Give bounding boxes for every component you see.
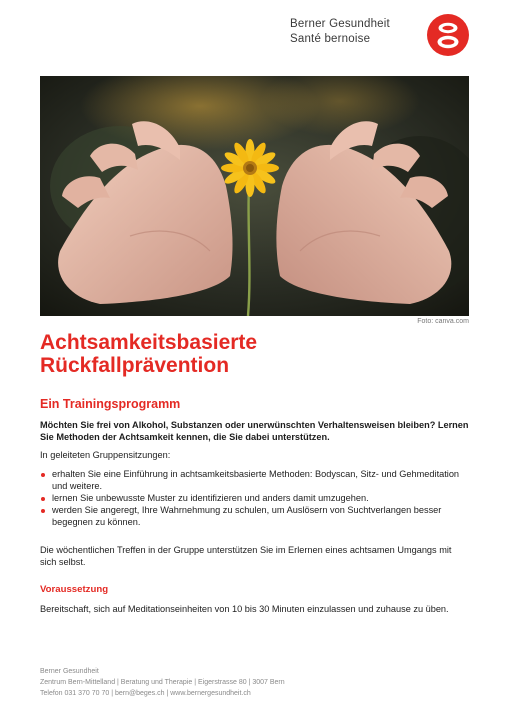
title-line-2: Rückfallprävention (40, 354, 230, 377)
bullet-dot-icon (41, 473, 45, 477)
bullet-dot-icon (41, 509, 45, 513)
hero-photo (40, 76, 469, 316)
list-item (40, 504, 470, 528)
list-item-text: erhalten Sie eine Einführung in achtsamkeitsbasierte Methoden: Bodyscan, Sitz- und Gehmeditation und weitere. (52, 469, 460, 491)
bullet-dot-icon (41, 497, 45, 501)
page-title (40, 331, 460, 377)
hands-holding-flower-image (40, 76, 469, 316)
list-item-text: lernen Sie unbewusste Muster zu identifizieren und anders damit umzugehen. (52, 493, 369, 503)
list-item-text: werden Sie angeregt, Ihre Wahrnehmung zu schulen, um Auslösern von Suchtverlangen besser begegnen zu können. (52, 505, 442, 527)
list-item (40, 468, 470, 492)
footer-contact (40, 666, 285, 699)
organization-name (290, 17, 390, 47)
organization-name-de: Berner Gesundheit (290, 18, 390, 30)
footer-org: Berner Gesundheit (40, 668, 99, 675)
summary-paragraph: Die wöchentlichen Treffen in der Gruppe unterstützen Sie im Erlernen eines achtsamen Umgangs mit sich selbst. (40, 545, 452, 567)
footer-contact-line: Telefon 031 370 70 70 | bern@beges.ch | www.bernergesundheit.ch (40, 690, 251, 697)
intro-paragraph: Möchten Sie frei von Alkohol, Substanzen oder unerwünschten Verhaltensweisen bleiben? Lernen Sie Methoden der Achtsamkeit kennen, die Sie dabei unterstützen. (40, 420, 469, 442)
photo-credit: Foto: canva.com (417, 318, 469, 325)
bullets-lead: In geleiteten Gruppensitzungen: (40, 450, 171, 460)
requirement-heading: Voraussetzung (40, 584, 109, 595)
footer-address: Zentrum Bern-Mittelland | Beratung und Therapie | Eigerstrasse 80 | 3007 Bern (40, 679, 285, 686)
page-subtitle: Ein Trainingsprogramm (40, 397, 181, 411)
requirement-text: Bereitschaft, sich auf Meditationseinheiten von 10 bis 30 Minuten einzulassen und zuhause zu üben. (40, 604, 449, 614)
title-line-1: Achtsamkeitsbasierte (40, 331, 258, 354)
berner-gesundheit-logo-icon (427, 14, 469, 56)
benefits-list (40, 468, 470, 528)
list-item (40, 492, 470, 504)
main-content (40, 419, 470, 615)
organization-name-fr: Santé bernoise (290, 33, 371, 45)
